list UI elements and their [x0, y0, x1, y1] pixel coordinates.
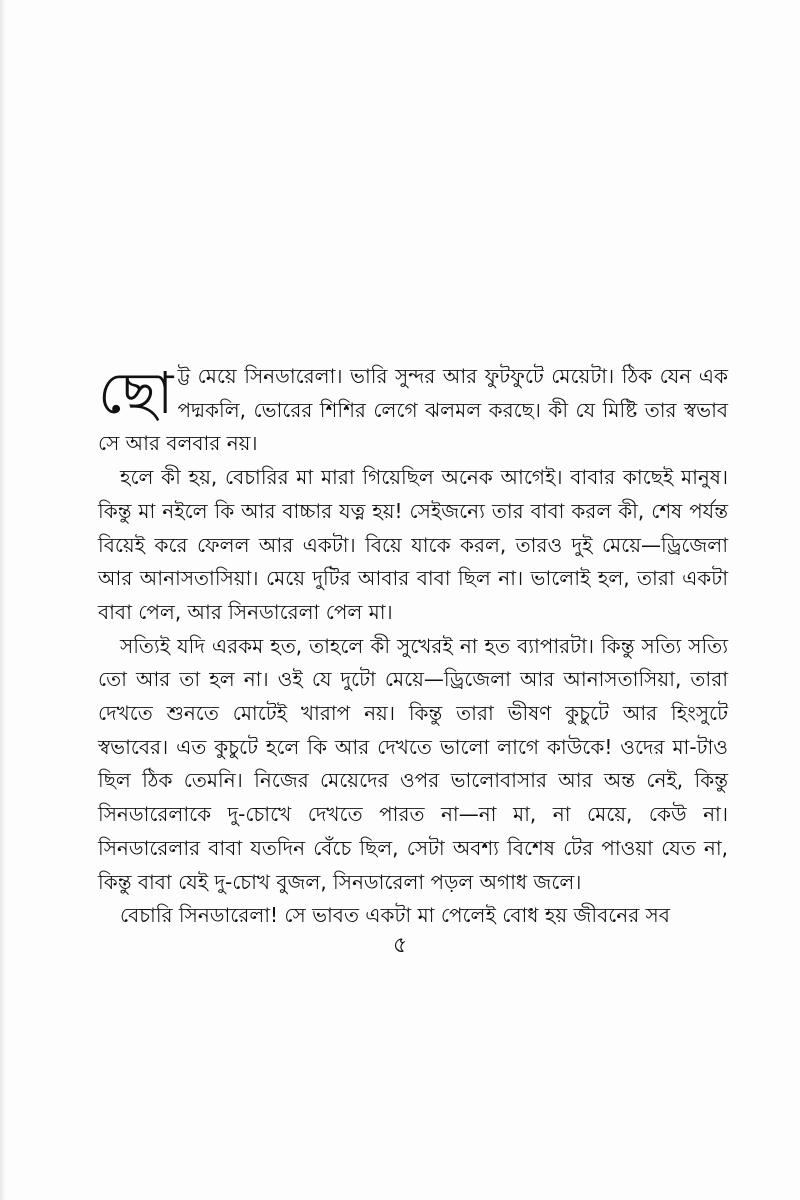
paragraph-3: সত্যিই যদি এরকম হত, তাহলে কী সুখেরই না হত ব্যাপারটা। কিন্তু সত্যি সত্যি তো আর তা হল না। ওই যে দুটো মেয়ে—ড্রিজেলা আর আনাসতাসিয়া, তারা দেখতে শুনতে মোটেই খারাপ নয়। কিন্তু তারা ভীষণ কুচুটে আর হিংসুটে স্বভাবের। এত কুচুটে হলে কি আর দেখতে ভালো লাগে কাউকে! ওদের মা-টাও ছিল ঠিক তেমনি। নিজের মেয়েদের ওপর ভালোবাসার আর অন্ত নেই, কিন্তু সিনডারেলাকে দু-চোখে দেখতে পারত না—না মা, না মেয়ে, কেউ না। সিনডারেলার বাবা যতদিন বেঁচে ছিল, সেটা অবশ্য বিশেষ টের পাওয়া যেত না, কিন্তু বাবা যেই দু-চোখ বুজল, সিনডারেলা পড়ল অগাধ জলে।	[98, 633, 728, 894]
page-number: ৫	[392, 933, 408, 958]
paragraph-1-text: ট্ট মেয়ে সিনডারেলা। ভারি সুন্দর আর ফুটফুটে মেয়েটা। ঠিক যেন এক পদ্মকলি, ভোরের শিশির লেগে ঝলমল করছে। কী যে মিষ্টি তার স্বভাব সে আর বলবার নয়।	[98, 364, 728, 456]
paragraph-2: হলে কী হয়, বেচারির মা মারা গিয়েছিল অনেক আগেই। বাবার কাছেই মানুষ। কিন্তু মা নইলে কি আর বাচ্চার যত্ন হয়! সেইজন্যে তার বাবা করল কী, শেষ পর্যন্ত বিয়েই করে ফেলল আর একটা। বিয়ে যাকে করল, তারও দুই মেয়ে—ড্রিজেলা আর আনাসতাসিয়া। মেয়ে দুটির আবার বাবা ছিল না। ভালোই হল, তারা একটা বাবা পেল, আর সিনডারেলা পেল মা।	[98, 465, 728, 624]
dropcap-letter: ছো	[98, 359, 174, 427]
paragraph-4: বেচারি সিনডারেলা! সে ভাবত একটা মা পেলেই বোধ হয় জীবনের সব	[120, 903, 670, 928]
paragraph-1	[98, 360, 728, 461]
page-edge-shadow	[0, 0, 6, 1200]
story-text	[98, 360, 728, 933]
